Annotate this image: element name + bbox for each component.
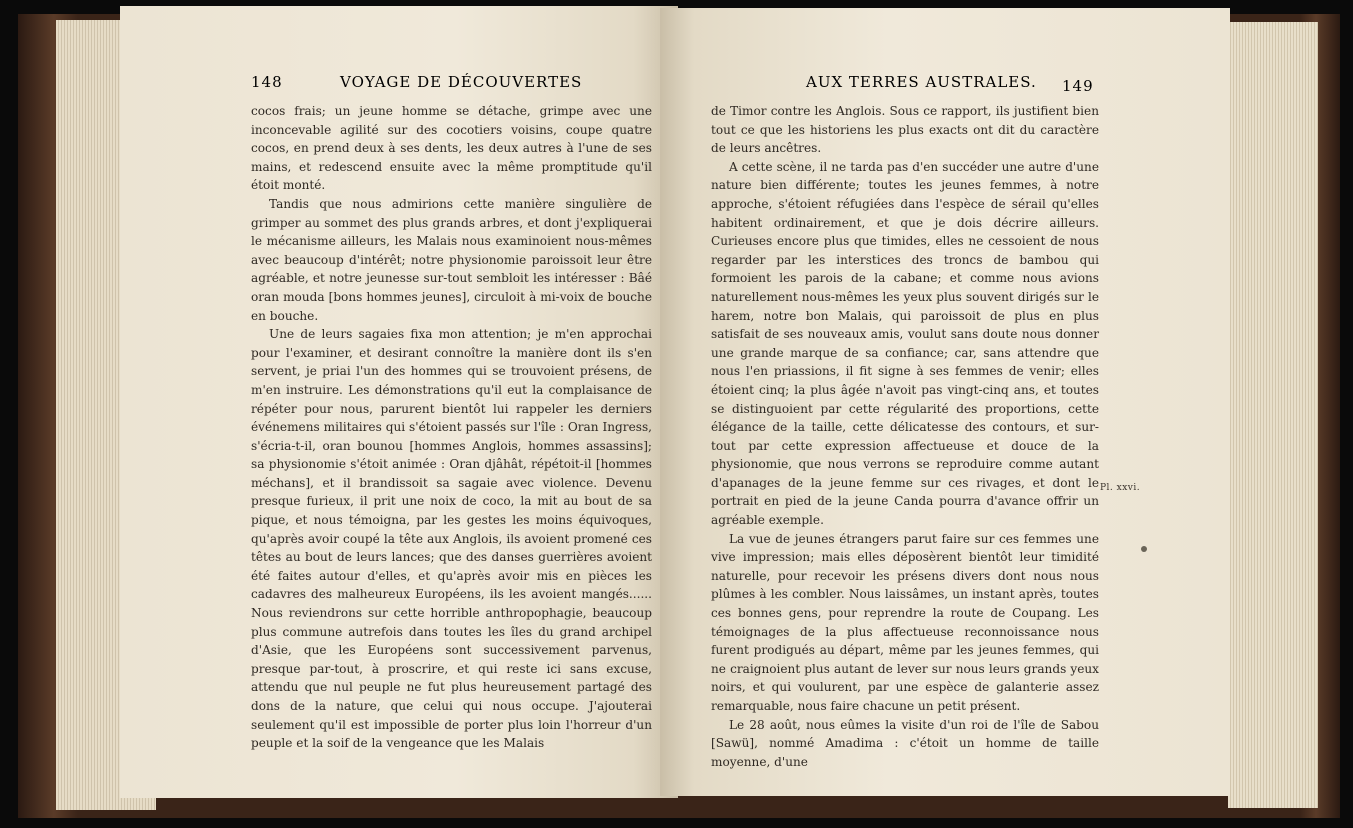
page-edges-right	[1228, 22, 1318, 808]
paragraph: cocos frais; un jeune homme se détache, grimpe avec une inconcevable agilité sur des cocotiers voisins, coupe quatre cocos, en prend deux à ses dents, les deux autres à l'une de ses mains, et redescend ensuite avec la même promptitude qu'il étoit monté.	[251, 104, 652, 193]
right-page-number: 149	[1062, 77, 1094, 95]
plate-reference: Pl. xxvi.	[1100, 483, 1141, 493]
left-page-number: 148	[251, 73, 283, 91]
paragraph: La vue de jeunes étrangers parut faire sur ces femmes une vive impression; mais elles déposèrent bientôt leur timidité naturelle, pour recevoir les présens divers dont nous nous plûmes à les combler. Nous laissâmes, un instant après, toutes ces bonnes gens, pour reprendre la route de Coupang. Les témoignages de la plus affectueuse reconnoissance nous furent prodigués au départ, même par les jeunes femmes, qui ne craignoient plus autant de lever sur nous leurs grands yeux noirs, et qui voulurent, par une espèce de galanterie assez remarquable, nous faire chacune un petit présent.	[711, 531, 1099, 713]
paragraph: de Timor contre les Anglois. Sous ce rapport, ils justifient bien tout ce que les historiens les plus exacts ont dit du caractère de leurs ancêtres.	[711, 104, 1099, 156]
paragraph: Une de leurs sagaies fixa mon attention; je m'en approchai pour l'examiner, et desirant connoître la manière dont ils s'en servent, je priai l'un des hommes qui se trouvoient présens, de m'en instruire. Les démonstrations qu'il eut la complaisance de répéter pour nous, parurent bientôt lui rappeler les derniers événemens militaires qui s'étoient passés sur l'île : Oran Ingress, s'écria-t-il, oran bounou [hommes Anglois, hommes assassins]; sa physionomie s'étoit animée : Oran djâhât, répétoit-il [hommes méchans], et il brandissoit sa sagaie avec violence. Devenu presque furieux, il prit une noix de coco, la mit au bout de sa pique, et nous témoigna, par les gestes les moins équivoques, qu'après avoir coupé la tête aux Anglois, ils avoient promené ces têtes au bout de leurs lances; que des danses guerrières avoient été faites autour d'elles, et qu'après avoir mis en pièces les cadavres des malheureux Européens, ils les avoient mangés...... Nous reviendrons sur cette horrible anthropophagie, beaucoup plus commune autrefois dans toutes les îles du grand archipel d'Asie, que les Européens sont successivement parvenus, presque par-tout, à proscrire, et qui reste ici sans excuse, attendu que nul peuple ne fut plus heureusement partagé des dons de la nature, que celui qui nous occupe. J'ajouterai seulement qu'il est impossible de porter plus loin l'horreur d'un peuple et la soif de la vengeance que les Malais	[251, 327, 652, 751]
left-running-head: VOYAGE DE DÉCOUVERTES	[340, 73, 583, 91]
right-running-head: AUX TERRES AUSTRALES.	[806, 73, 1037, 91]
ink-spot	[1141, 546, 1147, 552]
left-page-text	[251, 102, 652, 753]
paragraph: Le 28 août, nous eûmes la visite d'un roi de l'île de Sabou [Sawü], nommé Amadima : c'étoit un homme de taille moyenne, d'une	[711, 717, 1099, 769]
right-page-text	[711, 102, 1099, 771]
paragraph: Tandis que nous admirions cette manière singulière de grimper au sommet des plus grands arbres, et dont j'expliquerai le mécanisme ailleurs, les Malais nous examinoient nous-mêmes avec beaucoup d'intérêt; notre physionomie paroissoit leur être agréable, et notre jeunesse sur-tout sembloit les intéresser : Bâé oran mouda [bons hommes jeunes], circuloit à mi-voix de bouche en bouche.	[251, 196, 652, 323]
paragraph: A cette scène, il ne tarda pas d'en succéder une autre d'une nature bien différente; toutes les jeunes femmes, à notre approche, s'étoient réfugiées dans l'espèce de sérail qu'elles habitent ordinairement, et que je dois décrire ailleurs. Curieuses encore plus que timides, elles ne cessoient de nous regarder par les interstices des troncs de bambou qui formoient les parois de la cabane; et comme nous avions naturellement nous-mêmes les yeux plus souvent dirigés sur le harem, notre bon Malais, qui paroissoit de plus en plus satisfait de ses nouveaux amis, voulut sans doute nous donner une grande marque de sa confiance; car, sans attendre que nous l'en priassions, il fit signe à ses femmes de venir; elles étoient cinq; la plus âgée n'avoit pas vingt-cinq ans, et toutes se distinguoient par cette régularité des proportions, cette élégance de la taille, cette délicatesse des contours, et sur-tout par cette expression affectueuse et douce de la physionomie, que nous verrons se reproduire comme autant d'apanages de la jeune femme sur ces rivages, et dont le portrait en pied de la jeune Canda pourra d'avance offrir un agréable exemple.	[711, 159, 1099, 528]
